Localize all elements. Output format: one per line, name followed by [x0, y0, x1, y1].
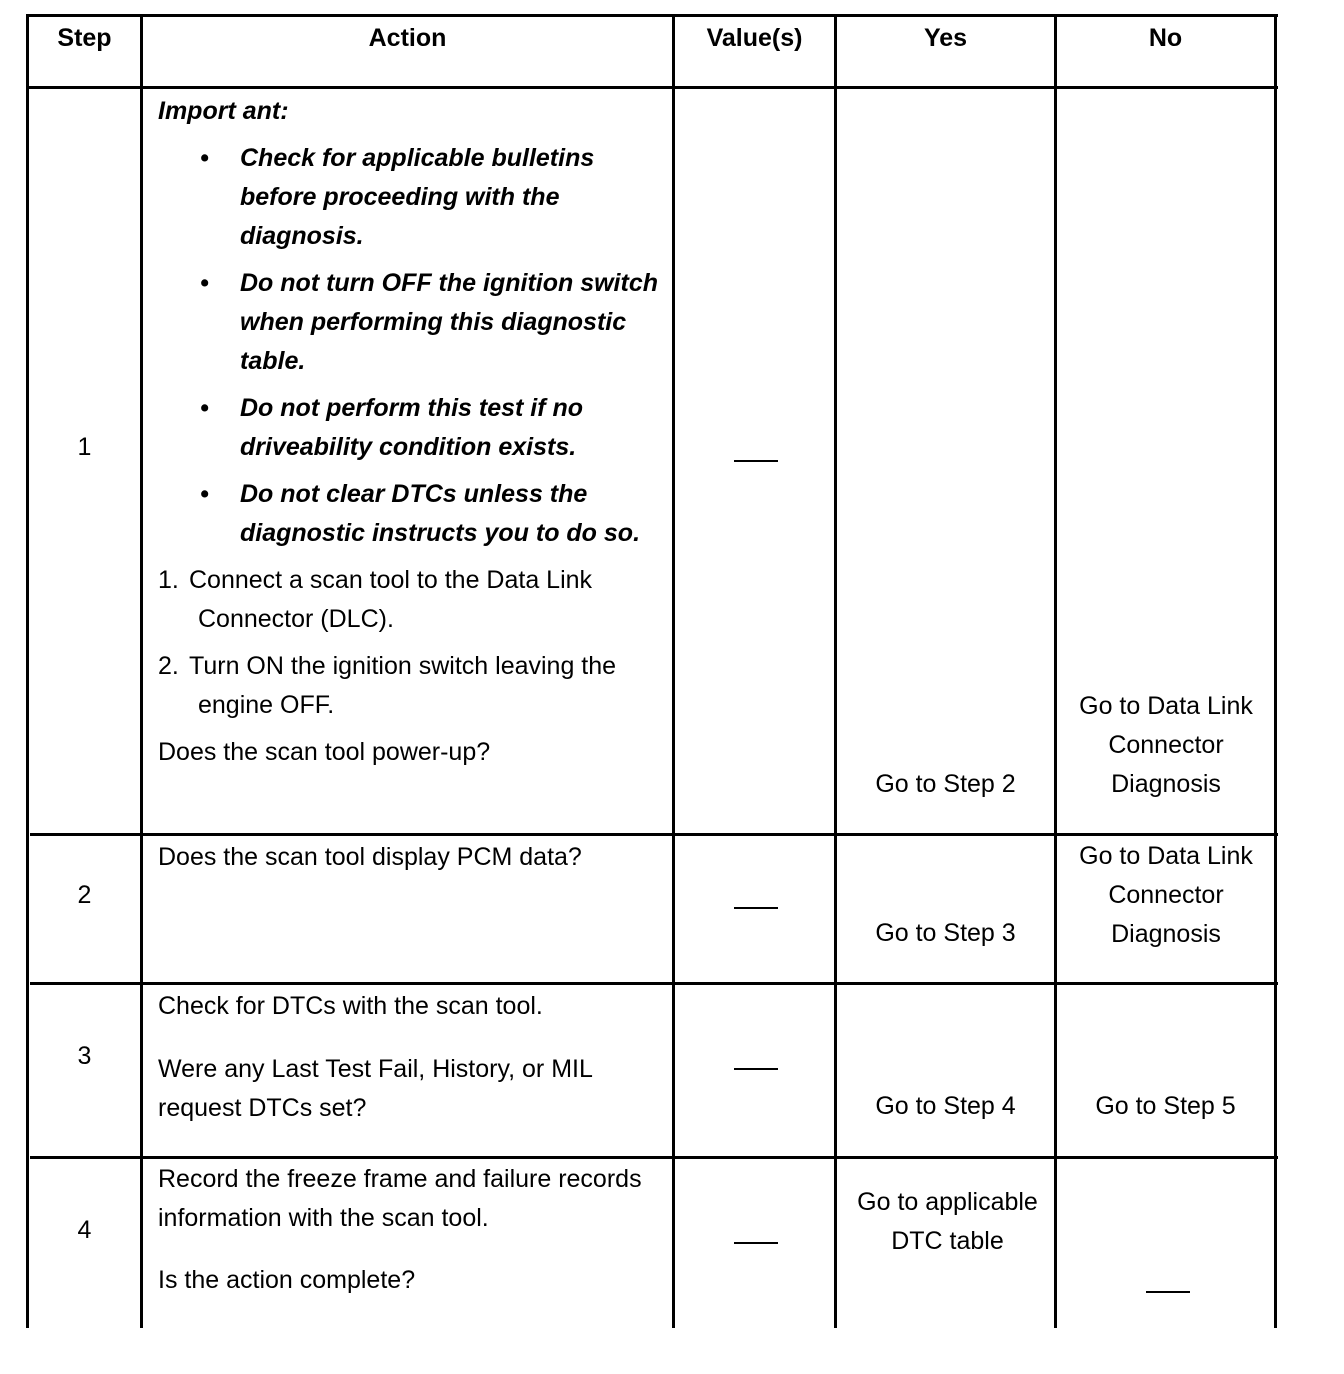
row1-action: [158, 92, 658, 772]
bullet-item: • Do not turn OFF the ignition switch when performing this diagnostic table.: [200, 269, 658, 375]
row4-values-dash: [734, 1242, 778, 1244]
header-action: Action: [368, 24, 447, 52]
row4-action: Record the freeze frame and failure records information with the scan tool.: [158, 1165, 642, 1232]
col-line-action-values: [672, 14, 675, 1328]
row1-no: Go to Data Link Connector Diagnosis: [1079, 692, 1253, 798]
row-divider-3: [30, 1156, 1278, 1159]
header-step: Step: [57, 24, 112, 52]
row3-action: Check for DTCs with the scan tool.: [158, 992, 543, 1020]
numbered-step: 1. Connect a scan tool to the Data Link Connector (DLC).: [158, 566, 593, 633]
row2-step: 2: [77, 881, 92, 909]
header-yes: Yes: [923, 24, 968, 52]
col-line-step-action: [140, 14, 143, 1328]
row1-yes: Go to Step 2: [875, 770, 1016, 798]
col-line-yes-no: [1054, 14, 1057, 1328]
row4-yes: Go to applicable DTC table: [857, 1188, 1038, 1255]
numbered-steps: [158, 561, 658, 725]
numbered-step: 2. Turn ON the ignition switch leaving the engine OFF.: [158, 652, 617, 719]
row4-question: Is the action complete?: [158, 1266, 416, 1294]
bullet-item: • Do not clear DTCs unless the diagnostic instructs you to do so.: [200, 480, 641, 547]
row1-step: 1: [77, 433, 92, 461]
row2-no: Go to Data Link Connector Diagnosis: [1079, 842, 1253, 948]
row3-yes: Go to Step 4: [875, 1092, 1016, 1120]
row2-yes: Go to Step 3: [875, 919, 1016, 947]
row2-question: Does the scan tool display PCM data?: [158, 843, 582, 871]
header-divider: [26, 86, 1278, 89]
bullet-item: • Do not perform this test if no driveability condition exists.: [200, 394, 584, 461]
table-top-border: [26, 14, 1278, 17]
row1-values-dash: [734, 460, 778, 462]
bullet-item: • Check for applicable bulletins before proceeding with the diagnosis.: [200, 144, 595, 250]
row-divider-1: [30, 833, 1278, 836]
row2-values-dash: [734, 907, 778, 909]
row4-no-dash: [1146, 1291, 1190, 1293]
row3-no: Go to Step 5: [1095, 1092, 1236, 1120]
header-values: Value(s): [706, 24, 803, 52]
row1-question: Does the scan tool power-up?: [158, 738, 491, 766]
row3-step: 3: [77, 1042, 92, 1070]
row3-values-dash: [734, 1068, 778, 1070]
important-label: Import ant:: [158, 97, 289, 125]
row3-question: Were any Last Test Fail, History, or MIL request DTCs set?: [158, 1055, 592, 1122]
row4-step: 4: [77, 1216, 92, 1244]
col-line-values-yes: [834, 14, 837, 1328]
row-divider-2: [30, 982, 1278, 985]
important-bullet-list: [158, 139, 658, 553]
col-line-right: [1274, 14, 1277, 1328]
header-no: No: [1148, 24, 1183, 52]
col-line-left: [26, 14, 29, 1328]
